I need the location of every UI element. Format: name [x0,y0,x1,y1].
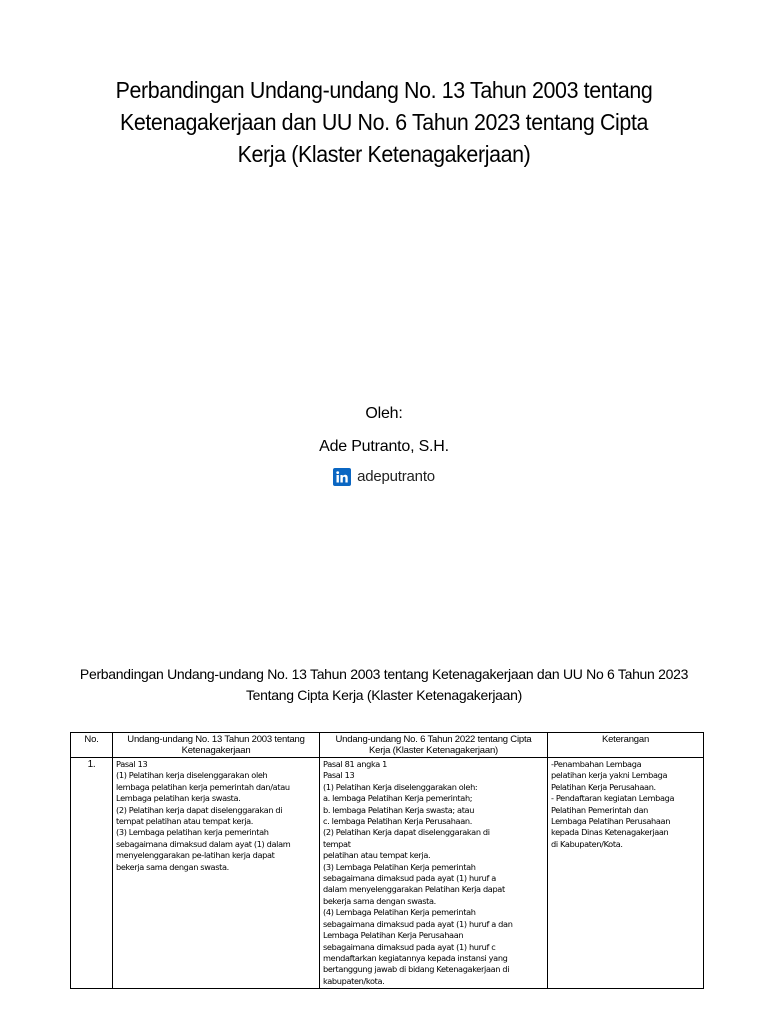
cell-line: Pasal 13 [323,770,355,781]
author-social [0,468,768,486]
cell-line: (2) Pelatihan kerja dapat diselenggarakan di [116,804,283,815]
cell-line: sebagaimana dimaksud pada ayat (1) huruf a [323,873,496,884]
social-handle: adeputranto [357,468,435,485]
table-header-row [71,733,704,758]
cell-line: kabupaten/kota. [323,975,385,986]
header-line: Kerja (Klaster Ketenagakerjaan) [369,745,498,756]
cell-line: dalam menyelenggarakan Pelatihan Kerja dapat [323,884,505,895]
cell-uu13 [113,758,320,989]
cell-line: Lembaga pelatihan kerja swasta. [116,793,241,804]
header-uu13 [113,733,320,758]
row-number: 1. [71,758,113,989]
cell-line: a. lembaga Pelatihan Kerja pemerintah; [323,793,473,804]
cell-line: sebagaimana dimaksud dalam ayat (1) dalam [116,838,291,849]
cell-line: (3) Lembaga Pelatihan Kerja pemerintah [323,861,476,872]
cell-line: bertanggung jawab di bidang Ketenagakerjaan di [323,964,510,975]
cell-line: - Pendaftaran kegiatan Lembaga [551,793,675,804]
cell-line: (4) Lembaga Pelatihan Kerja pemerintah [323,907,476,918]
cell-line: di Kabupaten/Kota. [551,838,623,849]
header-line: Undang-undang No. 6 Tahun 2022 tentang Cipta [335,734,532,745]
title-line: Kerja (Klaster Ketenagakerjaan) [237,141,531,167]
title-line: Perbandingan Undang-undang No. 13 Tahun 2003 tentang [115,77,653,103]
caption-line: Tentang Cipta Kerja (Klaster Ketenagakerjaan) [245,687,522,703]
cell-line: Lembaga Pelatihan Kerja Perusahaan [323,930,464,941]
author-name: Ade Putranto, S.H. [319,438,449,455]
cell-line: sebagaimana dimaksud pada ayat (1) huruf c [323,941,496,952]
cell-line: Lembaga Pelatihan Perusahaan [551,816,671,827]
table-row [71,758,704,989]
cell-line: sebagaimana dimaksud pada ayat (1) huruf a dan [323,918,513,929]
cell-line: tempat [323,838,351,849]
cell-line: menyelenggarakan pe-latihan kerja dapat [116,850,275,861]
document-title [64,74,704,170]
cell-line: pelatihan atau tempat kerja. [323,850,431,861]
cell-line: Pelatihan Pemerintah dan [551,804,649,815]
cell-uu6 [320,758,548,989]
cell-line: mendaftarkan kegiatannya kepada instansi yang [323,952,508,963]
title-line: Ketenagakerjaan dan UU No. 6 Tahun 2023 tentang Cipta [119,109,649,135]
table-caption [60,664,708,706]
cell-line: pelatihan kerja yakni Lembaga [551,770,668,781]
cell-line: bekerja sama dengan swasta. [116,861,229,872]
cell-line: -Penambahan Lembaga [551,759,642,769]
cell-line: (3) Lembaga pelatihan kerja pemerintah [116,827,269,838]
cell-line: tempat pelatihan atau tempat kerja. [116,816,254,827]
cell-line: (2) Pelatihan Kerja dapat diselenggarakan di [323,827,490,838]
cell-line: Pasal 81 angka 1 [323,759,387,769]
header-notes: Keterangan [548,733,704,758]
cell-notes [548,758,704,989]
cell-line: (1) Pelatihan kerja diselenggarakan oleh [116,770,268,781]
cell-line: Pelatihan Kerja Perusahaan. [551,781,656,792]
header-uu6 [320,733,548,758]
header-line: Undang-undang No. 13 Tahun 2003 tentang [127,734,305,745]
header-line: Ketenagakerjaan [181,745,251,756]
cell-line: (1) Pelatihan Kerja diselenggarakan oleh: [323,781,478,792]
caption-line: Perbandingan Undang-undang No. 13 Tahun 2003 tentang Ketenagakerjaan dan UU No 6 Tahun 2023 [79,666,689,682]
cell-line: bekerja sama dengan swasta. [323,895,436,906]
cell-line: b. lembaga Pelatihan Kerja swasta; atau [323,804,475,815]
header-no: No. [71,733,113,758]
author-label: Oleh: [365,405,403,422]
cell-line: kepada Dinas Ketenagakerjaan [551,827,669,838]
cell-line: lembaga pelatihan kerja pemerintah dan/atau [116,781,290,792]
cell-line: Pasal 13 [116,759,148,769]
cell-line: c. lembaga Pelatihan Kerja Perusahaan. [323,816,472,827]
author-block [0,404,768,486]
comparison-table [70,732,704,989]
linkedin-icon [333,468,351,486]
